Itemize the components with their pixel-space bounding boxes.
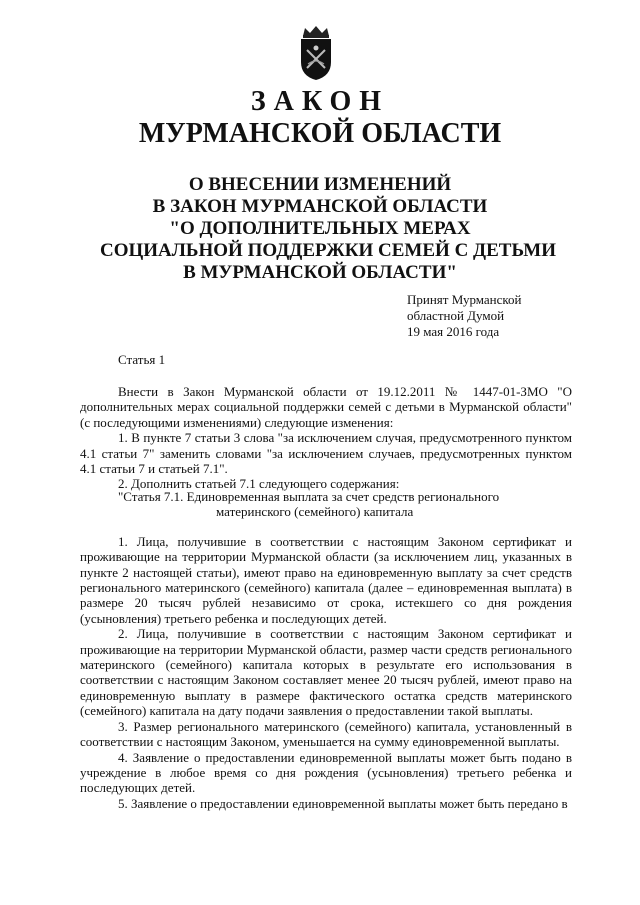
paragraph: 3. Размер регионального материнского (семейного) капитала, установленный в соответствии с настоящим Законом, уменьшается на сумму единовременной выплаты. <box>80 718 572 750</box>
subtitle-line: "О ДОПОЛНИТЕЛЬНЫХ МЕРАХ <box>169 218 471 239</box>
coat-of-arms-icon <box>293 24 339 82</box>
article-heading: "Статья 7.1. Единовременная выплата за счет средств регионального <box>118 489 500 504</box>
article-body <box>80 384 572 492</box>
law-region: МУРМАНСКОЙ ОБЛАСТИ <box>138 118 502 149</box>
adoption-line: областной Думой <box>407 308 505 323</box>
article-heading: материнского (семейного) капитала <box>216 504 414 520</box>
paragraph: 2. Лица, получившие в соответствии с настоящим Законом сертификат и проживающие на территории Мурманской области, размер части средств регионального материнского (семейного) капитала которых в результате его использования в соответствии с настоящим Законом составляет менее 20 тысяч рублей, имеют право на единовременную выплату в размере фактического остатка средств материнского (семейного) капитала на дату подачи заявления о предоставлении такой выплаты. <box>80 626 572 719</box>
subtitle-line: О ВНЕСЕНИИ ИЗМЕНЕНИЙ <box>188 174 452 195</box>
article-label: Статья 1 <box>118 352 166 367</box>
subtitle-line: В ЗАКОН МУРМАНСКОЙ ОБЛАСТИ <box>152 196 488 217</box>
paragraph: 5. Заявление о предоставлении единовременной выплаты может быть передано в <box>118 795 568 811</box>
paragraph: 2. Дополнить статьей 7.1 следующего содержания: <box>118 476 400 492</box>
paragraph: 1. В пункте 7 статьи 3 слова "за исключением случая, предусмотренного пунктом 4.1 статьи 7" заменить словами "за исключением случаев, предусмотренных пунктом 4.1 статьи 7 и статьей 7.1". <box>80 430 572 477</box>
adoption-date: 19 мая 2016 года <box>407 324 500 339</box>
paragraph: Внести в Закон Мурманской области от 19.12.2011 № 1447-01-ЗМО "О дополнительных мерах социальной поддержки семей с детьми в Мурманской области" (с последующими изменениями) следующие изменения: <box>80 384 572 430</box>
adoption-block <box>407 292 522 340</box>
law-title: ЗАКОН <box>250 86 390 117</box>
adoption-line: Принят Мурманской <box>407 292 522 307</box>
article-7-1 <box>80 489 572 811</box>
subtitle-line: СОЦИАЛЬНОЙ ПОДДЕРЖКИ СЕМЕЙ С ДЕТЬМИ <box>100 240 556 261</box>
law-subtitle <box>100 174 556 284</box>
paragraph: 4. Заявление о предоставлении единовременной выплаты может быть подано в учреждение в любое время со дня рождения (усыновления) третьего ребенка и последующих детей. <box>80 749 572 796</box>
paragraph: 1. Лица, получившие в соответствии с настоящим Законом сертификат и проживающие на территории Мурманской области (за исключением лиц, указанных в пункте 2 настоящей статьи), имеют право на единовременную выплату за счет средств регионального материнского (семейного) капитала (далее – единовременная выплата) в размере 20 тысяч рублей независимо от срока, истекшего со дня рождения (усыновления) третьего ребенка и последующих детей. <box>80 533 572 626</box>
subtitle-line: В МУРМАНСКОЙ ОБЛАСТИ" <box>183 262 457 283</box>
